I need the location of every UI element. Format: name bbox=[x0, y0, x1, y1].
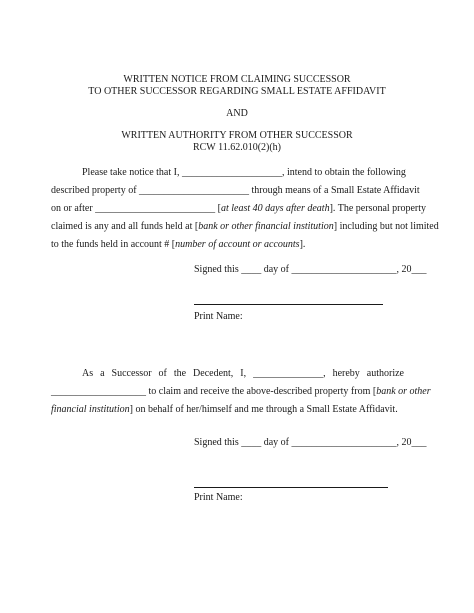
signed-line-2: Signed this ____ day of _____________________, 20___ bbox=[194, 437, 427, 448]
signature-rule-1 bbox=[194, 304, 383, 305]
signature-rule-2 bbox=[194, 487, 388, 488]
notice-line-3: on or after ________________________ [at least 40 days after death]. The personal property bbox=[51, 203, 427, 214]
notice-line-1: Please take notice that I, ____________________, intend to obtain the following bbox=[82, 167, 406, 178]
authority-line-2: ___________________ to claim and receive the above-described property from [bank or other bbox=[51, 386, 431, 397]
print-name-label-2: Print Name: bbox=[194, 492, 243, 503]
print-name-label-1: Print Name: bbox=[194, 311, 243, 322]
authority-line-3: financial institution] on behalf of her/himself and me through a Small Estate Affidavit. bbox=[51, 404, 398, 415]
title-line-1: WRITTEN NOTICE FROM CLAIMING SUCCESSOR bbox=[123, 74, 351, 85]
notice-line-5: to the funds held in account # [number of account or accounts]. bbox=[51, 239, 306, 250]
title-line-3: WRITTEN AUTHORITY FROM OTHER SUCCESSOR bbox=[121, 130, 353, 141]
title-and: AND bbox=[226, 108, 248, 119]
title-line-2: TO OTHER SUCCESSOR REGARDING SMALL ESTATE AFFIDAVIT bbox=[88, 86, 386, 97]
title-statute: RCW 11.62.010(2)(h) bbox=[192, 142, 282, 153]
notice-line-4: claimed is any and all funds held at [bank or other financial institution] including but not limited bbox=[51, 221, 439, 232]
notice-line-2: described property of ______________________ through means of a Small Estate Affidavit bbox=[51, 185, 420, 196]
authority-line-1: As a Successor of the Decedent, I, ______________, hereby authorize bbox=[82, 368, 404, 379]
signed-line-1: Signed this ____ day of _____________________, 20___ bbox=[194, 264, 427, 275]
